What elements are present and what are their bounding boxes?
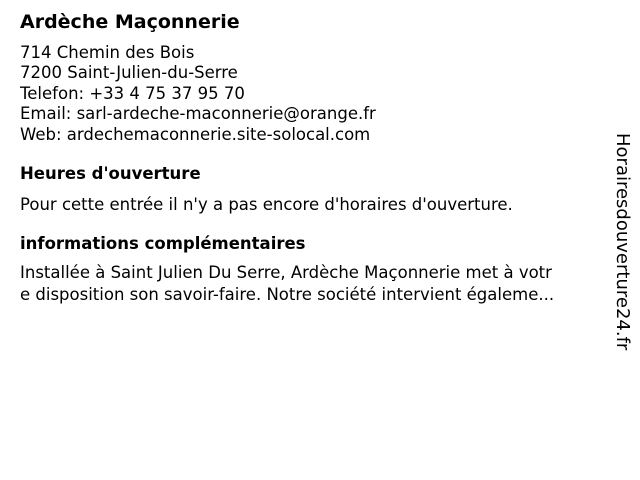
phone-text: Telefon: +33 4 75 37 95 70 — [20, 83, 245, 103]
info-text-line-1: Installée à Saint Julien Du Serre, Ardèche Maçonnerie met à votr — [20, 263, 552, 282]
hours-heading: Heures d'ouverture — [20, 164, 201, 183]
email-text: Email: sarl-ardeche-maconnerie@orange.fr — [20, 104, 376, 124]
hours-text: Pour cette entrée il n'y a pas encore d'horaires d'ouverture. — [20, 195, 513, 214]
info-text — [20, 262, 554, 306]
info-heading: informations complémentaires — [20, 234, 306, 253]
address-street: 714 Chemin des Bois — [20, 43, 195, 62]
business-name: Ardèche Maçonnerie — [20, 11, 240, 33]
address-city: 7200 Saint-Julien-du-Serre — [20, 63, 238, 83]
site-watermark: Horairesdouverture24.fr — [612, 133, 633, 351]
info-text-line-2: e disposition son savoir-faire. Notre société intervient égaleme... — [20, 285, 555, 304]
website-text: Web: ardechemaconnerie.site-solocal.com — [20, 124, 371, 144]
contact-block — [20, 43, 376, 145]
